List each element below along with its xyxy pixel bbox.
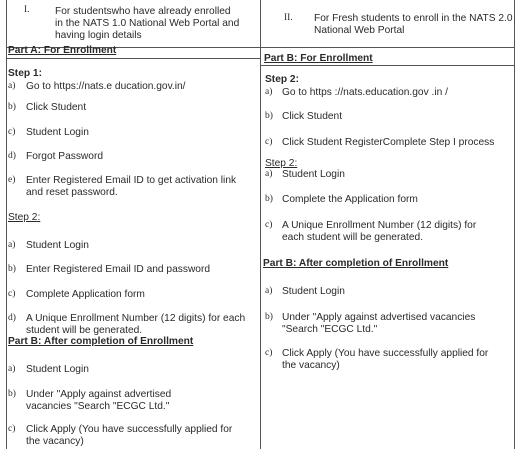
part-b2-right-item-a: Student Login: [282, 286, 345, 297]
step2b-right-marker-c: c): [265, 220, 273, 230]
step2-left-item-d-line1: A Unique Enrollment Number (12 digits) for each: [26, 313, 246, 324]
part-b-left-marker-c: c): [8, 424, 16, 434]
step2b-right-item-c-line1: A Unique Enrollment Number (12 digits) for: [282, 220, 477, 231]
table-right-border: [514, 0, 515, 449]
step2-left-marker-b: b): [8, 264, 16, 274]
step2-title-right: Step 2:: [265, 74, 299, 85]
step1-marker-d: d): [8, 151, 16, 161]
part-b2-right-item-c-line1: Click Apply (You have successfully applied for: [282, 348, 489, 359]
step1-marker-b: b): [8, 102, 16, 112]
step2-left-marker-c: c): [8, 289, 16, 299]
step2-right-marker-c: c): [265, 137, 273, 147]
intro-line-right-2: National Web Portal: [314, 25, 405, 36]
intro-line-left-2: in the NATS 1.0 National Web Portal and: [55, 18, 240, 29]
step2b-right-item-c-line2: each student will be generated.: [282, 232, 424, 243]
part-b-left-marker-b: b): [8, 389, 16, 399]
step2-left-marker-d: d): [8, 313, 16, 323]
part-b-title-right: Part B: For Enrollment: [264, 53, 373, 64]
step2-left-item-c: Complete Application form: [26, 289, 145, 300]
step2-title-left: Step 2:: [8, 212, 41, 223]
table-left-border: [6, 0, 7, 449]
step2-left-item-b: Enter Registered Email ID and password: [26, 264, 211, 275]
part-b2-title-right: Part B: After completion of Enrollment: [263, 258, 449, 269]
part-a-rule-left: [6, 58, 260, 59]
step1-item-a: Go to https://nats.e ducation.gov.in/: [26, 81, 186, 92]
step1-item-c: Student Login: [26, 127, 89, 138]
step2-right-marker-b: b): [265, 111, 273, 121]
part-b-left-item-a: Student Login: [26, 364, 89, 375]
step2-right-marker-a: a): [265, 87, 273, 97]
step1-item-d: Forgot Password: [26, 151, 104, 162]
step1-marker-c: c): [8, 127, 16, 137]
part-b2-right-item-c-line2: the vacancy): [282, 360, 340, 371]
part-b-title-left: Part B: After completion of Enrollment: [8, 336, 194, 347]
table-center-divider: [260, 0, 261, 449]
step2-right-item-b: Click Student: [282, 111, 343, 122]
step1-title: Step 1:: [8, 68, 42, 79]
step1-item-e-line2: and reset password.: [26, 187, 118, 198]
step2b-right-marker-a: a): [265, 169, 273, 179]
step2b-right-item-a: Student Login: [282, 169, 345, 180]
part-b2-right-item-b-line2: "Search "ECGC Ltd.": [282, 324, 378, 335]
part-b-left-item-c-line2: the vacancy): [26, 436, 84, 447]
part-b-rule-right: [260, 65, 514, 66]
step2-left-marker-a: a): [8, 240, 16, 250]
intro-line-right-1: For Fresh students to enroll in the NATS 2.0: [314, 13, 513, 24]
part-b-left-item-b-line2: vacancies "Search "ECGC Ltd.": [26, 401, 170, 412]
part-b2-right-marker-a: a): [265, 286, 273, 296]
part-b2-right-marker-b: b): [265, 312, 273, 322]
part-b2-right-marker-c: c): [265, 348, 273, 358]
part-b-left-marker-a: a): [8, 364, 16, 374]
part-a-title: Part A: For Enrollment: [8, 45, 117, 56]
step1-marker-e: e): [8, 175, 16, 185]
part-b2-right-item-b-line1: Under "Apply against advertised vacancies: [282, 312, 476, 323]
step2-right-item-a: Go to https ://nats.education.gov .in /: [282, 87, 448, 98]
intro-marker-right: II.: [284, 13, 293, 23]
step2b-title-right: Step 2:: [265, 158, 298, 169]
step2b-right-item-b: Complete the Application form: [282, 194, 418, 205]
step2-right-item-c: Click Student RegisterComplete Step I process: [282, 137, 495, 148]
intro-line-left-3: having login details: [55, 30, 142, 41]
part-b-left-item-b-line1: Under "Apply against advertised: [26, 389, 172, 400]
intro-line-left-1: For studentswho have already enrolled: [55, 6, 231, 17]
step1-item-e-line1: Enter Registered Email ID to get activation link: [26, 175, 237, 186]
step2b-right-marker-b: b): [265, 194, 273, 204]
step1-marker-a: a): [8, 81, 16, 91]
step2-left-item-d-line2: student will be generated.: [26, 325, 143, 336]
part-b-left-item-c-line1: Click Apply (You have successfully applied for: [26, 424, 233, 435]
intro-marker-left: I.: [24, 5, 30, 15]
step1-item-b: Click Student: [26, 102, 87, 113]
step2-left-item-a: Student Login: [26, 240, 89, 251]
